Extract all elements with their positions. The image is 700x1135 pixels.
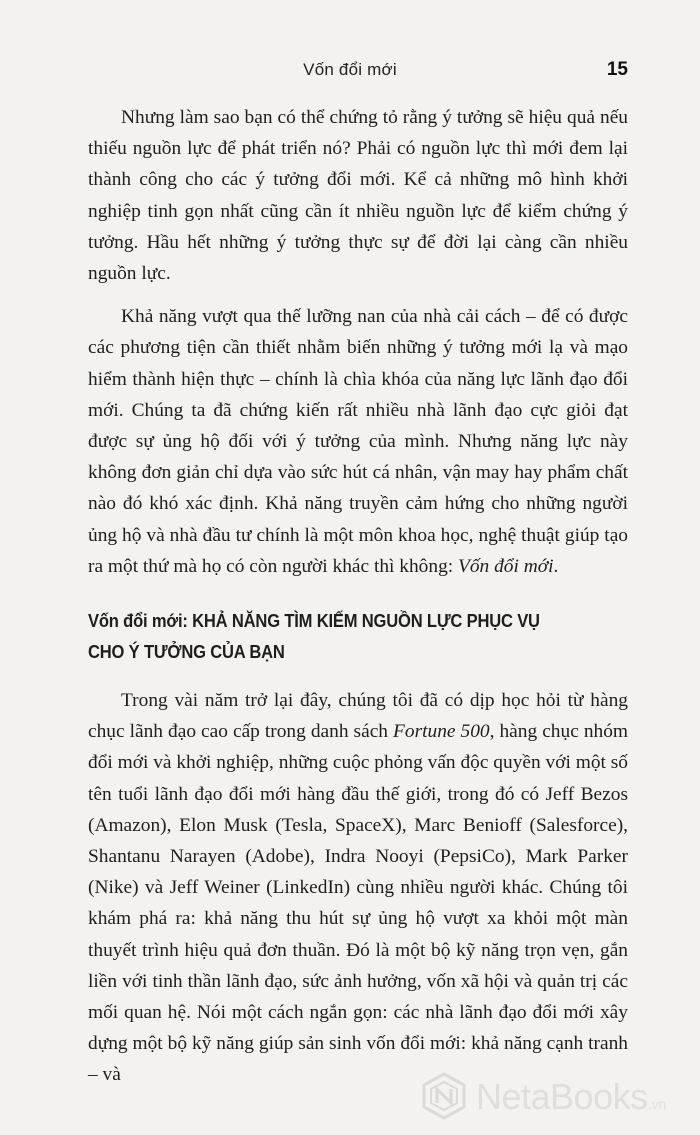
body-text <box>88 102 628 1103</box>
running-title: Vốn đổi mới <box>303 60 397 79</box>
emphasis-fortune: Fortune 500 <box>393 721 490 743</box>
watermark <box>420 1068 680 1128</box>
emphasis-term: Vốn đổi mới <box>458 555 554 577</box>
paragraph-3-lead: Trong vài năm trở lại đây, chúng tôi đã có dịp học hỏi từ hàng chục lãnh đạo cao cấp trong danh sách <box>88 690 628 743</box>
emphasis-term-trailing: . <box>553 555 559 577</box>
section-heading-line-1: Vốn đổi mới: KHẢ NĂNG TÌM KIẾM NGUỒN LỰC PHỤC VỤ <box>88 611 540 632</box>
watermark-brand: NetaBooks <box>476 1076 648 1117</box>
paragraph-3 <box>88 685 628 1091</box>
section-heading-line-2: CHO Ý TƯỞNG CỦA BẠN <box>88 642 285 663</box>
running-header <box>0 60 700 90</box>
paragraph-3-rest: , hàng chục nhóm đổi mới và khởi nghiệp, những cuộc phỏng vấn độc quyền với một số tên tuổi lãnh đạo đổi mới hàng đầu thế giới, trong đó có Jeff Bezos (Amazon), Elon Musk (Tesla, SpaceX), Marc Benioff (Salesforce), Shantanu Narayen (Adobe), Indra Nooyi (PepsiCo), Mark Parker (Nike) và Jeff Weiner (LinkedIn) cùng nhiều người khác. Chúng tôi khám phá ra: khả năng thu hút sự ủng hộ vượt xa khỏi một màn thuyết trình hiệu quả đơn thuần. Đó là một bộ kỹ năng trọn vẹn, gắn liền với tinh thần lãnh đạo, sức ảnh hưởng, vốn xã hội và quản trị các mối quan hệ. Nói một cách ngắn gọn: các nhà lãnh đạo đổi mới xây dựng một bộ kỹ năng giúp sản sinh vốn đổi mới: khả năng cạnh tranh – và <box>88 721 628 1086</box>
watermark-suffix: .vn <box>647 1096 667 1112</box>
paragraph-2-text: Khả năng vượt qua thế lưỡng nan của nhà cải cách – để có được các phương tiện cần thiết nhằm biến những ý tưởng mới lạ và mạo hiểm thành hiện thực – chính là chìa khóa của năng lực lãnh đạo đổi mới. Chúng ta đã chứng kiến rất nhiều nhà lãnh đạo cực giỏi đạt được sự ủng hộ đối với ý tưởng của mình. Nhưng năng lực này không đơn giản chỉ dựa vào sức hút cá nhân, vận may hay phẩm chất nào đó khó xác định. Khả năng truyền cảm hứng cho những người ủng hộ và nhà đầu tư chính là một môn khoa học, nghệ thuật giúp tạo ra một thứ mà họ có còn người khác thì không: <box>88 306 628 577</box>
page-number: 15 <box>606 59 628 80</box>
section-heading <box>88 606 631 668</box>
paragraph-1: Nhưng làm sao bạn có thể chứng tỏ rằng ý tưởng sẽ hiệu quả nếu thiếu nguồn lực để phát triển nó? Phải có nguồn lực thì mới đem lại thành công cho các ý tưởng đổi mới. Kể cả những mô hình khởi nghiệp tinh gọn nhất cũng cần ít nhiều nguồn lực để kiểm chứng ý tưởng. Hầu hết những ý tưởng thực sự để đời lại càng cần nhiều nguồn lực. <box>88 107 628 285</box>
watermark-text <box>476 1076 666 1118</box>
paragraph-2 <box>88 301 628 582</box>
netabooks-logo-icon <box>420 1072 468 1120</box>
